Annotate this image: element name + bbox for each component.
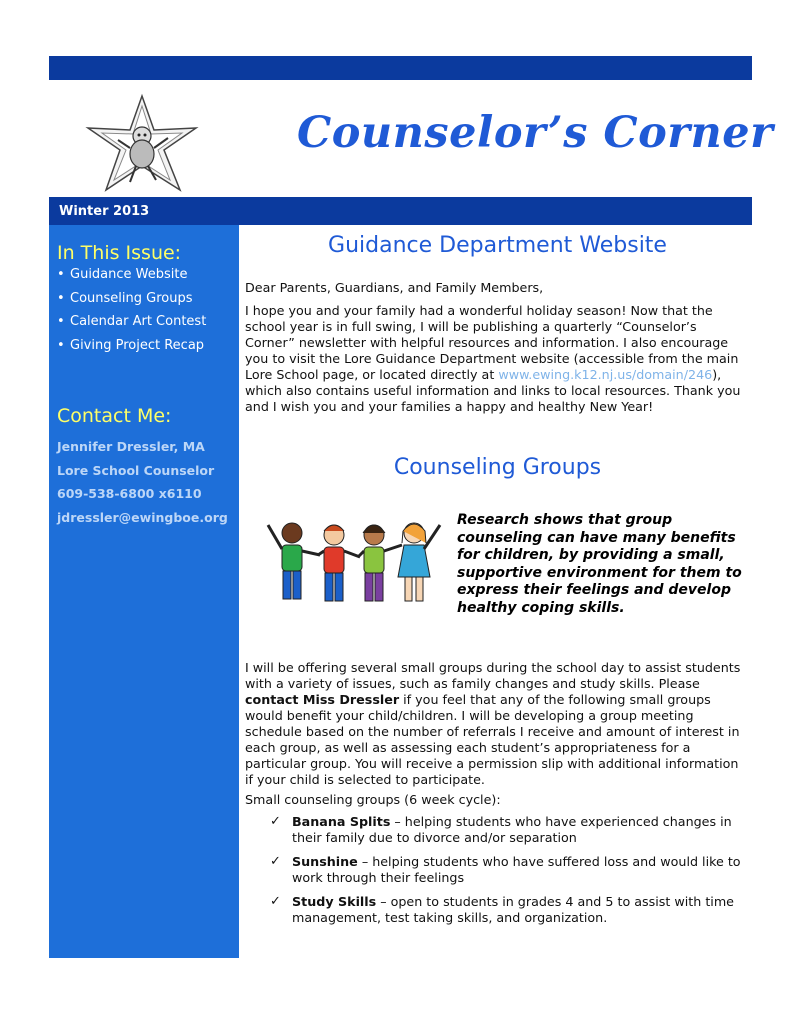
list-item: ✓ Sunshine – helping students who have suffered loss and would like to work through their feelings: [270, 854, 741, 885]
list-item: ✓ Study Skills – open to students in grades 4 and 5 to assist with time management, test taking skills, and organization.: [270, 894, 734, 925]
bullet-icon: •: [57, 337, 65, 353]
top-banner-bar: [49, 56, 752, 80]
contact-heading: Contact Me:: [57, 405, 172, 427]
children-holding-hands-illustration: [262, 515, 447, 610]
star-mascot-logo: [84, 92, 204, 196]
issue-date: Winter 2013: [59, 204, 150, 219]
groups-section-title: Counseling Groups: [393, 455, 602, 480]
list-item: ✓ Banana Splits – helping students who have experienced changes in their family due to divorce and/or separation: [270, 814, 732, 845]
in-this-issue-list: [57, 267, 206, 361]
issue-item: • Counseling Groups: [57, 290, 193, 306]
checkmark-icon: ✓: [270, 854, 281, 869]
issue-item: • Guidance Website: [57, 267, 188, 282]
research-quote: Research shows that group counseling can have many benefits for children, by providing a small, supportive environment for them to express their feelings and develop healthy coping skills.: [457, 512, 742, 616]
issue-item: • Giving Project Recap: [57, 337, 205, 353]
newsletter-title: Counselor’s Corner: [297, 108, 774, 158]
guidance-section-title: Guidance Department Website: [328, 233, 667, 258]
in-this-issue-heading: In This Issue:: [57, 242, 182, 264]
contact-email: jdressler@ewingboe.org: [57, 509, 228, 525]
sidebar: [49, 225, 239, 958]
issue-item: • Calendar Art Contest: [57, 314, 207, 329]
small-groups-label: Small counseling groups (6 week cycle):: [245, 792, 501, 807]
contact-info: [57, 439, 228, 533]
checkmark-icon: ✓: [270, 894, 281, 909]
issue-bar: [49, 197, 752, 225]
salutation: Dear Parents, Guardians, and Family Members,: [245, 280, 544, 295]
contact-name: Jennifer Dressler, MA: [57, 439, 205, 454]
guidance-website-link[interactable]: www.ewing.k12.nj.us/domain/246: [498, 367, 713, 382]
bullet-icon: •: [57, 314, 65, 329]
group-list: [270, 814, 750, 934]
groups-paragraph: I will be offering several small groups during the school day to assist students with a variety of issues, such as family changes and study skills. Please contact Miss Dressler if you feel that any of the following small groups would benefit your child/children. I will be developing a group meeting schedule based on the number of referrals I receive and amount of interest in each group, as well as assessing each student’s appropriateness for a particular group. You will receive a permission slip with additional information if your child is selected to participate.: [245, 660, 741, 787]
contact-role: Lore School Counselor: [57, 462, 215, 478]
intro-paragraph: I hope you and your family had a wonderful holiday season! Now that the school year is in full swing, I will be publishing a quarterly “Counselor’s Corner” newsletter with helpful resources and information. I also encourage you to visit the Lore Guidance Department website (accessible from the main Lore School page, or located directly at www.ewing.k12.nj.us/domain/246), which also contains useful information and links to local resources. Thank you and I wish you and your families a happy and healthy New Year!: [245, 303, 741, 414]
contact-phone: 609-538-6800 x6110: [57, 486, 202, 501]
bullet-icon: •: [57, 290, 65, 306]
checkmark-icon: ✓: [270, 814, 281, 829]
bullet-icon: •: [57, 267, 65, 282]
